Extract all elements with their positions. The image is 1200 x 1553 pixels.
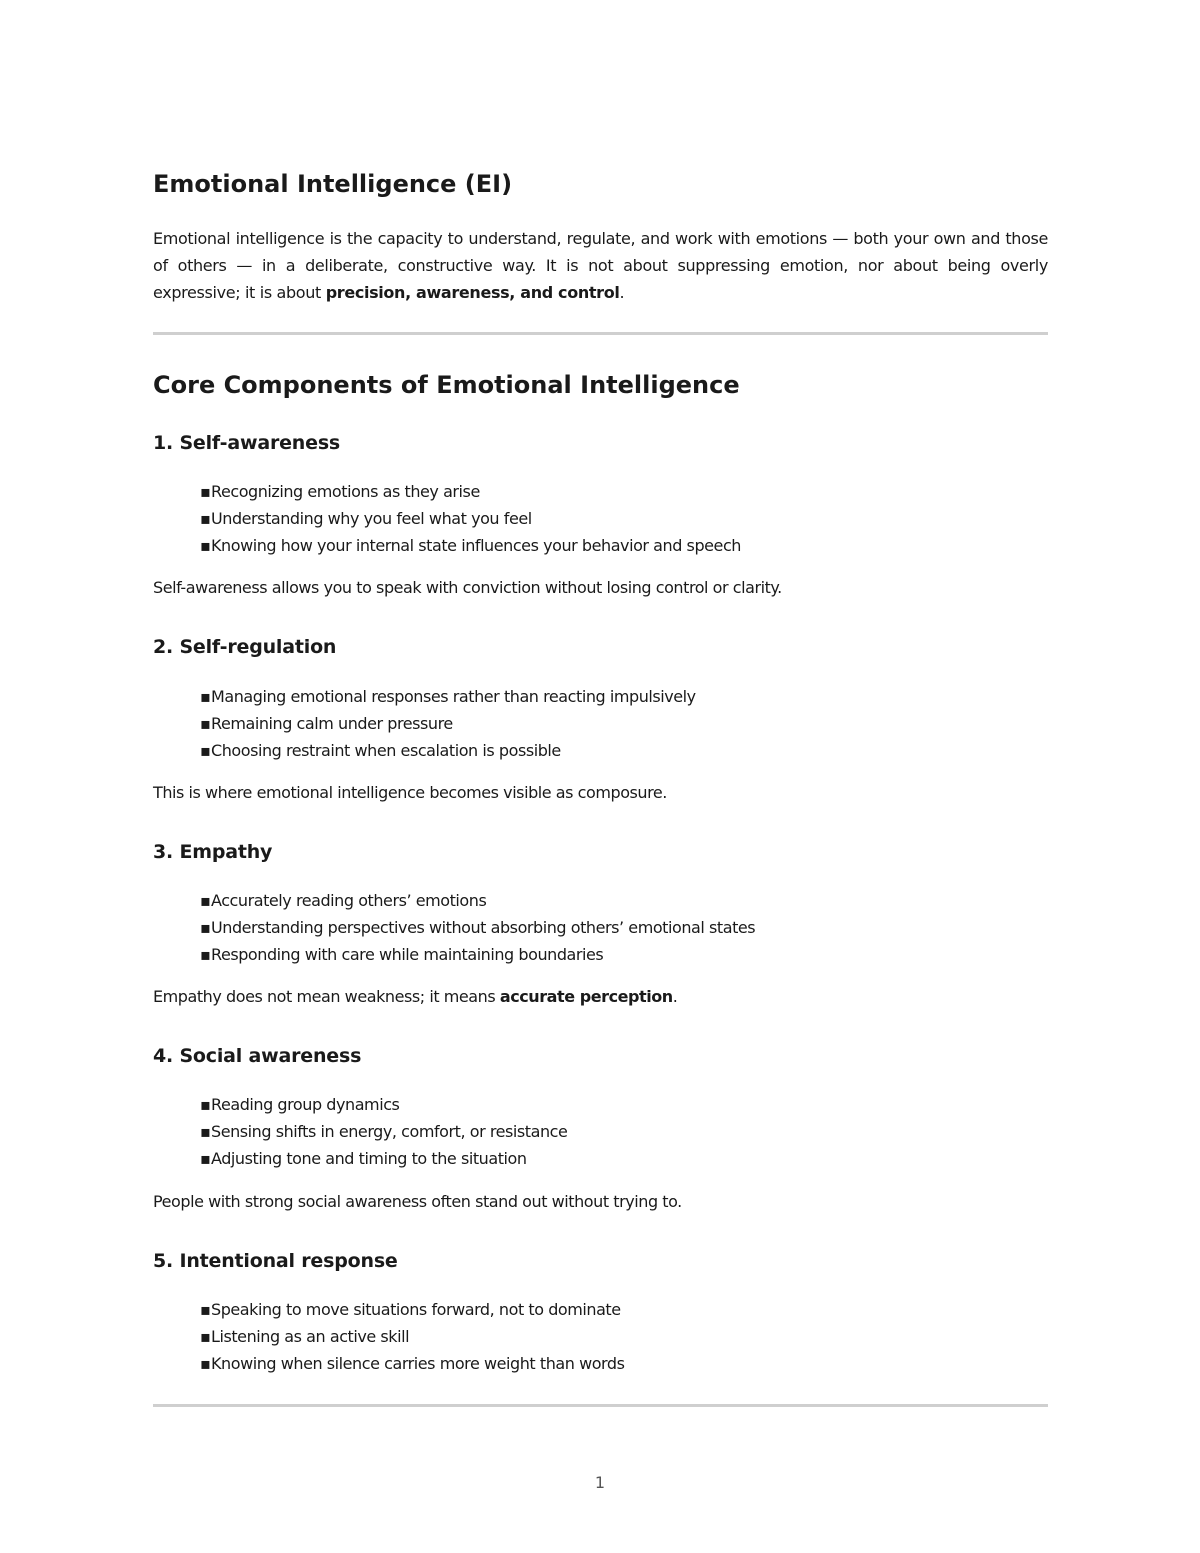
- bullet-icon: ▪: [200, 687, 211, 706]
- component-summary-social-awareness: [153, 1190, 682, 1214]
- bullet-icon: ▪: [200, 1354, 211, 1373]
- list-item: [200, 1350, 624, 1377]
- bullet-icon: ▪: [200, 1122, 211, 1141]
- section-title: Core Components of Emotional Intelligence: [153, 371, 740, 399]
- intro-emphasis: precision, awareness, and control: [325, 283, 620, 302]
- list-item-text: Listening as an active skill: [211, 1327, 410, 1346]
- list-item: [200, 1323, 624, 1350]
- bullet-icon: ▪: [200, 1327, 211, 1346]
- bullet-list-self-awareness: [200, 478, 741, 559]
- bullet-list-empathy: [200, 887, 755, 968]
- list-item-text: Sensing shifts in energy, comfort, or resistance: [211, 1122, 568, 1141]
- list-item-text: Understanding why you feel what you feel: [211, 509, 532, 528]
- divider: [153, 332, 1048, 335]
- list-item-text: Recognizing emotions as they arise: [211, 482, 480, 501]
- list-item: [200, 887, 755, 914]
- bullet-icon: ▪: [200, 509, 211, 528]
- component-heading-intentional-response: 5. Intentional response: [153, 1250, 398, 1272]
- list-item-text: Managing emotional responses rather than reacting impulsively: [211, 687, 696, 706]
- list-item: [200, 683, 696, 710]
- document-title: Emotional Intelligence (EI): [153, 170, 513, 198]
- list-item: [200, 914, 755, 941]
- component-summary-self-regulation: [153, 781, 667, 805]
- summary-text: Empathy does not mean weakness; it means: [153, 987, 500, 1006]
- list-item-text: Knowing when silence carries more weight than words: [211, 1354, 625, 1373]
- list-item-text: Adjusting tone and timing to the situation: [211, 1149, 527, 1168]
- list-item: [200, 941, 755, 968]
- list-item-text: Reading group dynamics: [211, 1095, 400, 1114]
- page-number: 1: [594, 1473, 606, 1492]
- summary-text: People with strong social awareness often stand out without trying to.: [153, 1192, 682, 1211]
- list-item-text: Knowing how your internal state influences your behavior and speech: [211, 536, 741, 555]
- bullet-icon: ▪: [200, 1095, 211, 1114]
- component-heading-self-regulation: 2. Self-regulation: [153, 636, 337, 658]
- bullet-icon: ▪: [200, 536, 211, 555]
- intro-paragraph: [153, 225, 1048, 306]
- divider: [153, 1404, 1048, 1407]
- component-summary-self-awareness: [153, 576, 782, 600]
- list-item: [200, 1145, 567, 1172]
- list-item-text: Choosing restraint when escalation is possible: [211, 741, 561, 760]
- summary-emphasis: accurate perception: [499, 987, 673, 1006]
- component-heading-self-awareness: 1. Self-awareness: [153, 432, 341, 454]
- bullet-list-self-regulation: [200, 683, 696, 764]
- bullet-icon: ▪: [200, 714, 211, 733]
- component-heading-social-awareness: 4. Social awareness: [153, 1045, 362, 1067]
- list-item: [200, 505, 741, 532]
- bullet-icon: ▪: [200, 482, 211, 501]
- bullet-list-intentional-response: [200, 1296, 624, 1377]
- component-heading-empathy: 3. Empathy: [153, 841, 273, 863]
- list-item: [200, 1296, 624, 1323]
- intro-text: Emotional intelligence is the capacity to understand, regulate, and work with emotions — both your own and those of others — in a deliberate, constructive way. It is not about suppressing emotion, nor about being overly expressive; it is about: [153, 229, 1048, 302]
- list-item: [200, 710, 696, 737]
- list-item-text: Remaining calm under pressure: [211, 714, 453, 733]
- list-item: [200, 478, 741, 505]
- list-item-text: Understanding perspectives without absorbing others’ emotional states: [211, 918, 756, 937]
- list-item: [200, 532, 741, 559]
- list-item: [200, 737, 696, 764]
- list-item-text: Responding with care while maintaining boundaries: [211, 945, 604, 964]
- bullet-icon: ▪: [200, 918, 211, 937]
- bullet-icon: ▪: [200, 1300, 211, 1319]
- list-item-text: Accurately reading others’ emotions: [211, 891, 487, 910]
- list-item: [200, 1118, 567, 1145]
- bullet-icon: ▪: [200, 741, 211, 760]
- summary-text: Self-awareness allows you to speak with conviction without losing control or clarity.: [153, 578, 782, 597]
- bullet-icon: ▪: [200, 891, 211, 910]
- list-item-text: Speaking to move situations forward, not to dominate: [211, 1300, 621, 1319]
- list-item: [200, 1091, 567, 1118]
- bullet-icon: ▪: [200, 1149, 211, 1168]
- bullet-list-social-awareness: [200, 1091, 567, 1172]
- bullet-icon: ▪: [200, 945, 211, 964]
- intro-text-end: .: [619, 283, 625, 302]
- summary-text: This is where emotional intelligence becomes visible as composure.: [153, 783, 667, 802]
- summary-text-end: .: [672, 987, 678, 1006]
- component-summary-empathy: [153, 985, 677, 1009]
